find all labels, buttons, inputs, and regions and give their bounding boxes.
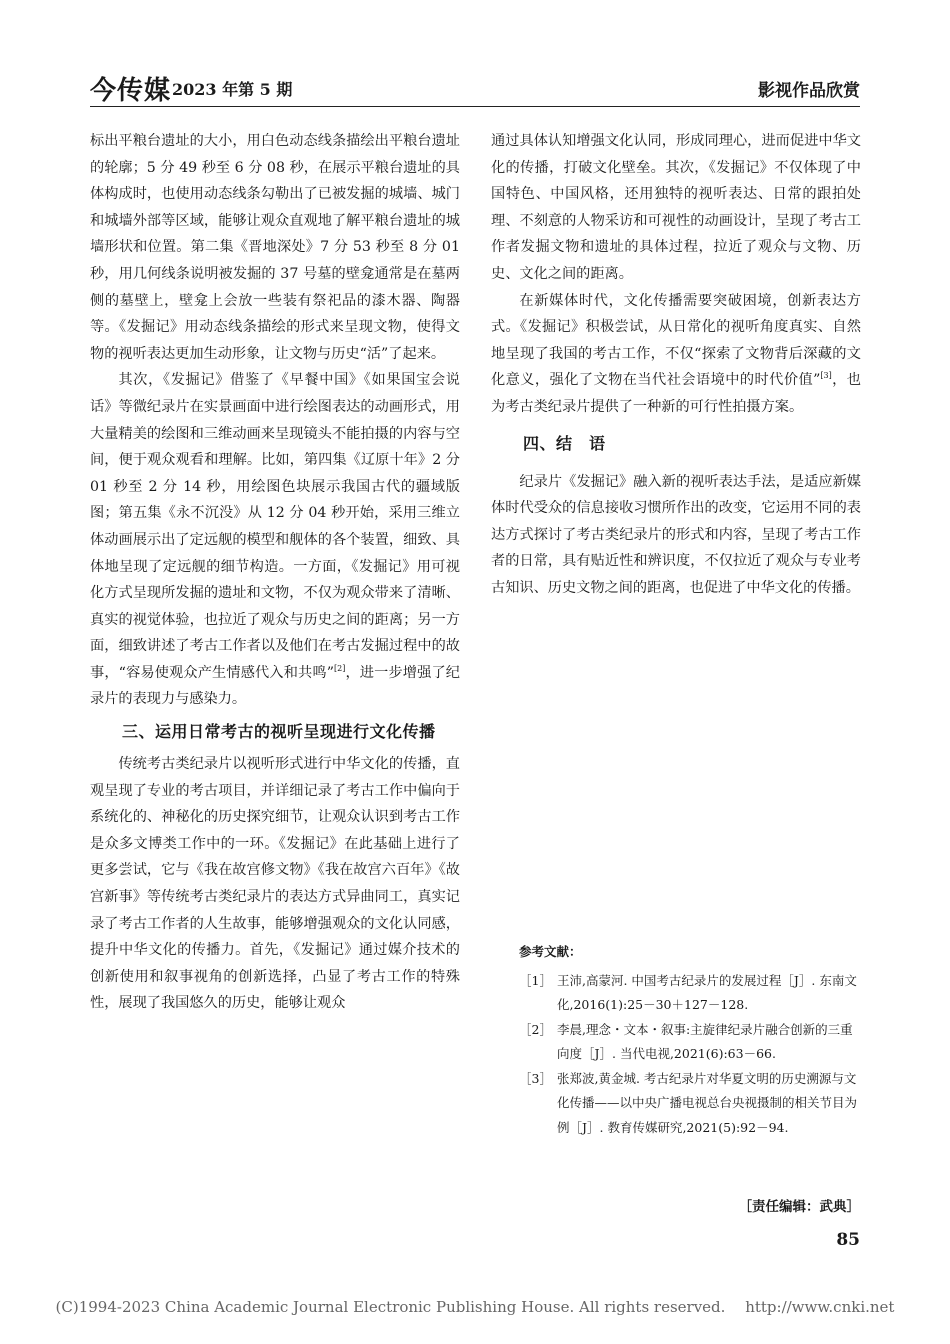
header-rule [90,106,860,107]
section-heading: 三、运用日常考古的视听呈现进行文化传播 [122,722,436,742]
paragraph: 通过具体认知增强文化认同，形成同理心，进而促进中华文化的传播，打破文化壁垒。其次，《发掘记》不仅体现了中国特色、中国风格，还用独特的视听表达、日常的跟拍处理、不刻意的人物采访和可视性的动画设计，呈现了考古工作者发掘文物和遗址的具体过程，拉近了观众与文物、历史、文化之间的距离。 [491,133,861,282]
reference-text: 王沛,高蒙河. 中国考古纪录片的发展过程［J］. 东南文化,2016(1):25－30＋127－128. [557,972,857,1012]
right-column [491,128,861,602]
left-column [90,128,460,1017]
page-header [90,68,860,104]
paragraph-text: ，进一步增强了纪录片的表现力与感染力。 [90,664,460,708]
paragraph-text: ，也为考古类纪录片提供了一种新的可行性拍摄方案。 [491,372,861,415]
issue-label: 2023 年第 5 期 [172,80,293,99]
paragraph-text: 其次，《发掘记》借鉴了《早餐中国》《如果国宝会说话》等微纪录片在实景画面中进行绘图表达的动画形式，用大量精美的绘图和三维动画来呈现镜头不能拍摄的内容与空间，便于观众观看和理解。比如，第四集《辽原十年》2 分 01 秒至 2 分 14 秒，用绘图色块展示我国古代的疆域版图；第五集《永不沉没》从 12 分 04 秒开始，采用三维立体动画展示出了定远舰的模型和舰体的各个装置，细致、具体地呈现了定远舰的细节构造。一方面，《发掘记》用可视化方式呈现所发掘的遗址和文物，不仅为观众带来了清晰、真实的视觉体验，也拉近了观众与历史之间的距离；另一方面，细致讲述了考古工作者以及他们在考古发掘过程中的故事，“容易使观众产生情感代入和共鸣” [90,372,460,681]
section-heading: 四、结 语 [523,433,606,453]
reference-text: 李晨,理念・文本・叙事:主旋律纪录片融合创新的三重向度［J］. 当代电视,2021(6):63－66. [557,1021,853,1061]
reference-text: 张郑波,黄金城. 考古纪录片对华夏文明的历史溯源与文化传播——以中央广播电视总台央视摄制的相关节目为例［J］. 教育传媒研究,2021(5):92－94. [557,1070,858,1135]
paragraph [90,367,460,713]
paragraph [491,288,861,421]
paragraph: 标出平粮台遗址的大小，用白色动态线条描绘出平粮台遗址的轮廓；5 分 49 秒至 6 分 08 秒，在展示平粮台遗址的具体构成时，也使用动态线条勾勒出了已被发掘的城墙、城门和城墙外部等区域，能够让观众直观地了解平粮台遗址的城墙形状和位置。第二集《晋地深处》7 分 53 秒至 8 分 01 秒，用几何线条说明被发掘的 37 号墓的壁龛通常是在墓两侧的墓壁上，壁龛上会放一些装有祭祀品的漆木器、陶器等。《发掘记》用动态线条描绘的形式来呈现文物，使得文物的视听表达更加生动形象，让文物与历史“活”了起来。 [90,133,460,362]
reference-number: ［2］ [519,1021,552,1037]
journal-name: 今传媒 [90,76,172,106]
paragraph-text: 在新媒体时代，文化传播需要突破困境，创新表达方式。《发掘记》积极尝试，从日常化的视听角度真实、自然地呈现了我国的考古工作，不仅“探索了文物背后深藏的文化意义，强化了文物在当代社会语境中的时代价值” [491,292,861,389]
page-number: 85 [836,1230,860,1250]
responsible-editor: ［责任编辑：武典］ [738,1199,860,1215]
paragraph: 纪录片《发掘记》融入新的视听表达手法，是适应新媒体时代受众的信息接收习惯所作出的改变，它运用不同的表达方式探讨了考古类纪录片的形式和内容，呈现了考古工作者的日常，具有贴近性和辨识度，不仅拉近了观众与专业考古知识、历史文物之间的距离，也促进了中华文化的传播。 [491,473,861,596]
reference-item [491,969,861,1018]
references-title: 参考文献： [519,944,582,959]
references [491,940,861,1140]
paragraph: 传统考古类纪录片以视听形式进行中华文化的传播，直观呈现了专业的考古项目，并详细记录了考古工作中偏向于系统化的、神秘化的历史探究细节，让观众认识到考古工作是众多文博类工作中的一环。《发掘记》在此基础上进行了更多尝试，它与《我在故宫修文物》《我在故宫六百年》《故宫新事》等传统考古类纪录片的表达方式异曲同工，真实记录了考古工作者的人生故事，能够增强观众的文化认同感，提升中华文化的传播力。首先，《发掘记》通过媒介技术的创新使用和叙事视角的创新选择，凸显了考古工作的特殊性，展现了我国悠久的历史，能够让观众 [90,756,460,1012]
citation-mark: [3] [820,371,832,381]
reference-number: ［3］ [519,1070,552,1086]
section-title: 影视作品欣赏 [758,81,860,101]
reference-item [491,1018,861,1067]
copyright-notice: (C)1994-2023 China Academic Journal Electronic Publishing House. All rights reserved. http://www.cnki.net [55,1298,895,1316]
reference-item [491,1067,861,1141]
reference-number: ［1］ [519,972,552,988]
citation-mark: [2] [333,663,346,673]
